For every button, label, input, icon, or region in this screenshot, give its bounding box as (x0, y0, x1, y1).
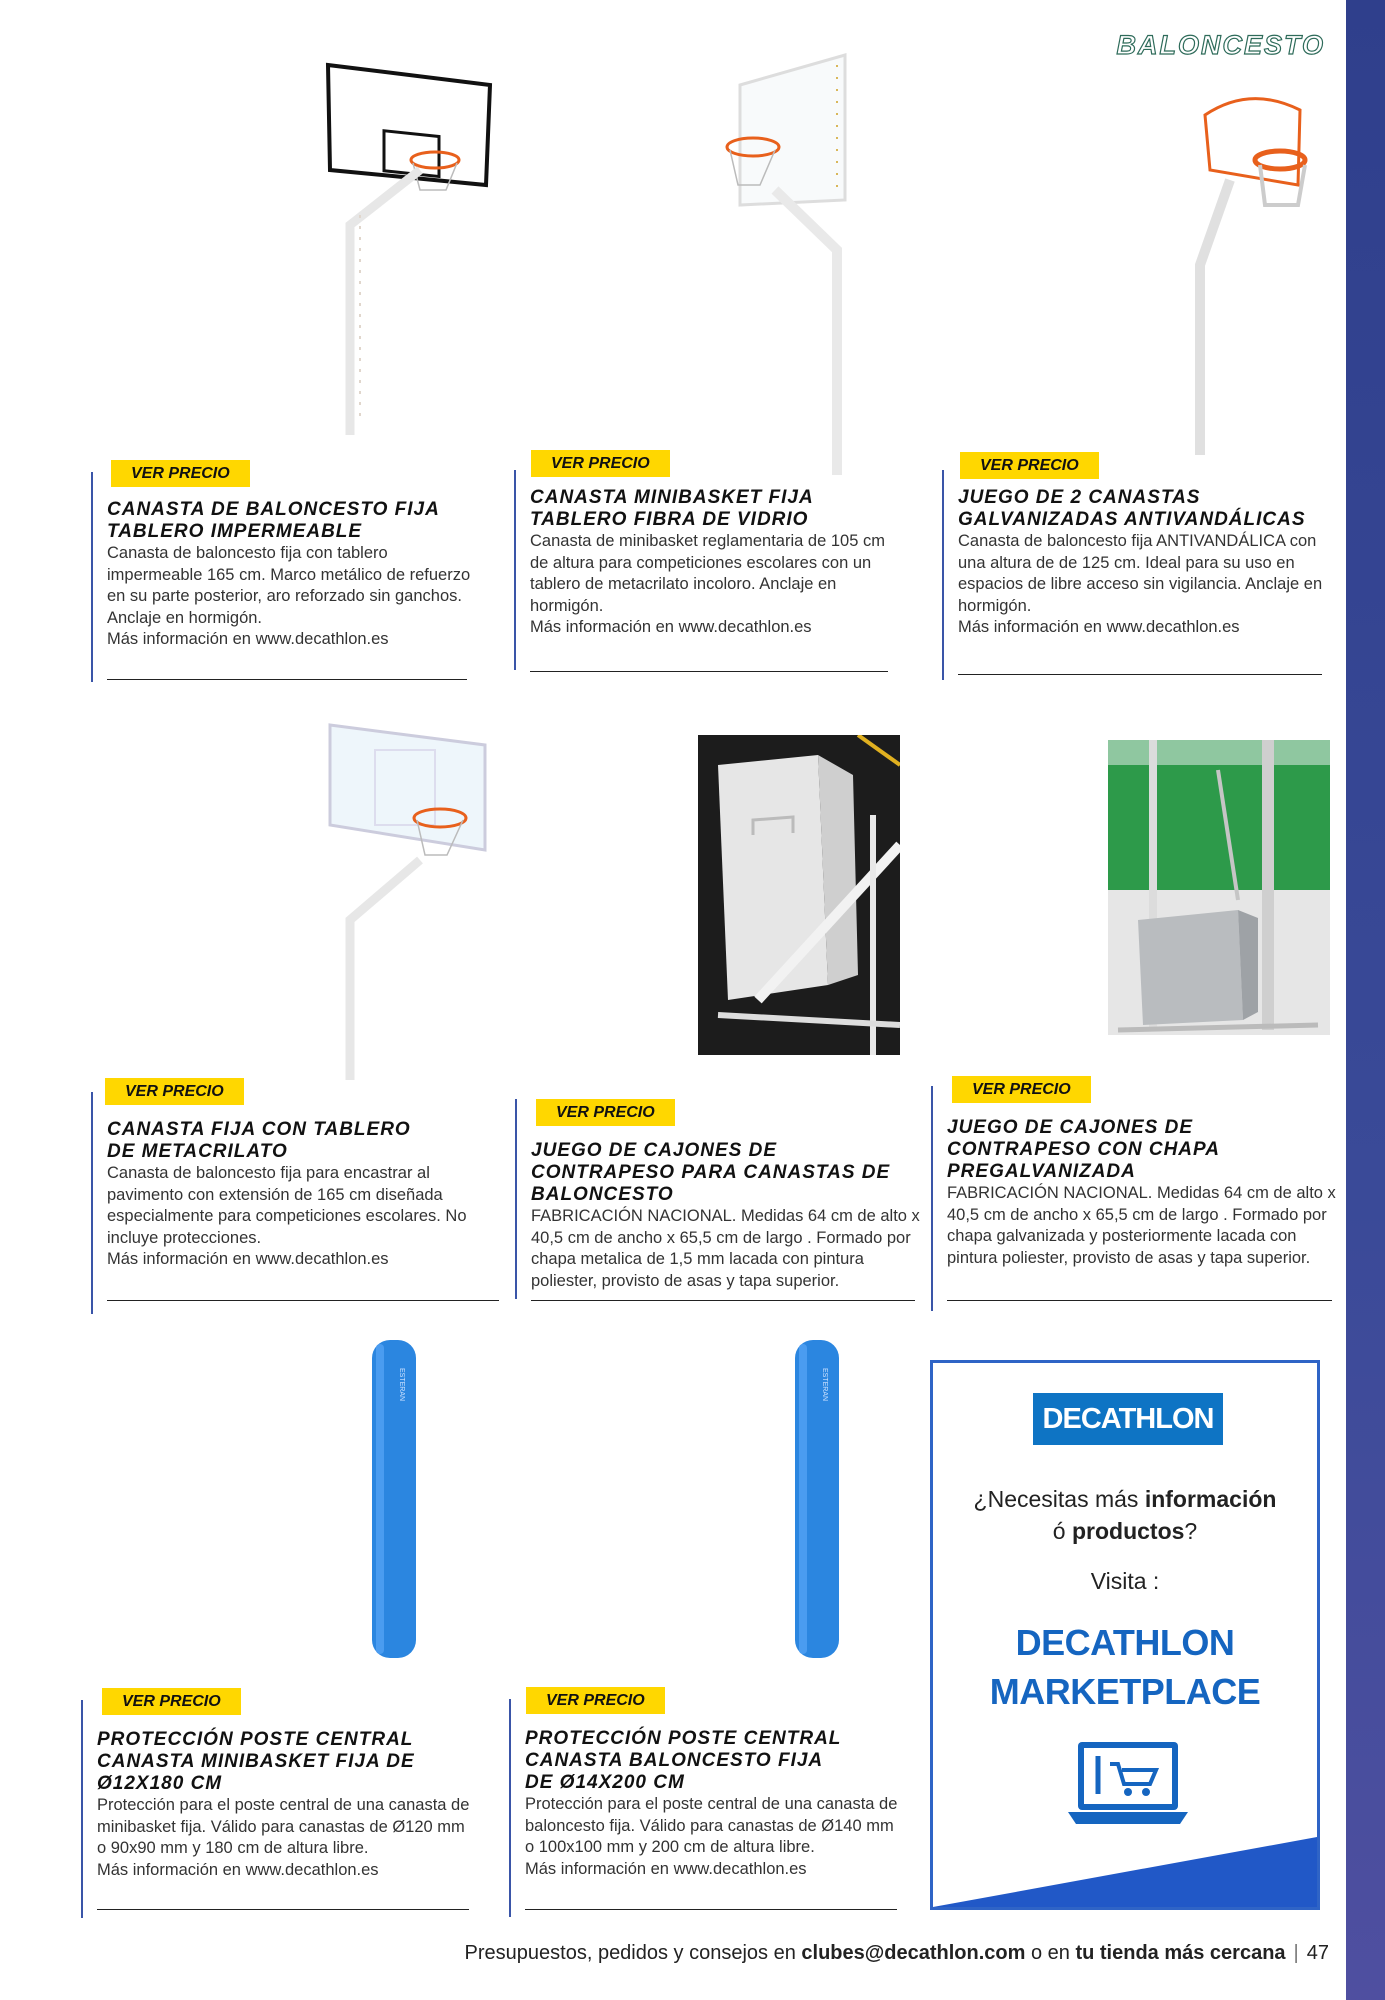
product-description: FABRICACIÓN NACIONAL. Medidas 64 cm de alto x 40,5 cm de ancho x 65,5 cm de largo . Formado por chapa galvanizada y posteriormente lacada con pintura poliester, provisto de asas y tapa superior. (947, 1184, 1336, 1267)
section-title: BALONCESTO (1116, 30, 1325, 60)
ver-precio-button[interactable]: VER PRECIO (102, 1688, 241, 1715)
product-image-3 (1180, 90, 1330, 455)
ver-precio-button[interactable]: VER PRECIO (111, 460, 250, 487)
product-image-4 (325, 720, 495, 1080)
card-accent-bar (81, 1700, 83, 1918)
card-divider (107, 679, 467, 680)
product-card-2 (530, 450, 900, 639)
product-image-2 (705, 50, 865, 475)
marketplace-brand: DECATHLON MARKETPLACE (989, 1622, 1261, 1712)
product-image-8 (793, 1338, 841, 1660)
card-accent-bar (509, 1699, 511, 1917)
marketplace-corner-accent (933, 1837, 1317, 1907)
ver-precio-button[interactable]: VER PRECIO (531, 450, 670, 477)
product-image-6 (1108, 740, 1330, 1035)
product-card-3 (958, 452, 1328, 639)
product-card-1 (107, 460, 477, 651)
product-title: JUEGO DE CAJONES DE CONTRAPESO CON CHAPA PREGALVANIZADA (947, 1117, 1220, 1182)
card-divider (531, 1300, 915, 1301)
card-accent-bar (515, 1099, 517, 1299)
product-card-8 (525, 1687, 900, 1880)
product-title: PROTECCIÓN POSTE CENTRAL CANASTA MINIBASKET FIJA DE Ø12X180 CM (97, 1729, 415, 1794)
product-image-5 (698, 735, 900, 1055)
product-description: Canasta de baloncesto fija con tablero impermeable 165 cm. Marco metálico de refuerzo en su parte posterior, aro reforzado sin ganchos. Anclaje en hormigón. (107, 544, 471, 627)
product-description: Protección para el poste central de una canasta de minibasket fija. Válido para canastas de Ø120 mm o 90x90 mm y 180 cm de altura libre. (97, 1796, 470, 1857)
more-info-link[interactable]: Más información en www.decathlon.es (530, 618, 812, 636)
card-divider (107, 1300, 499, 1301)
product-description: Canasta de baloncesto fija para encastrar al pavimento con extensión de 165 cm diseñada especialmente para competiciones escolares. No incluye protecciones. (107, 1164, 467, 1247)
card-divider (958, 674, 1322, 675)
product-description: Canasta de minibasket reglamentaria de 105 cm de altura para competiciones escolares con un tablero de metacrilato incoloro. Anclaje en hormigón. (530, 532, 885, 615)
card-accent-bar (942, 470, 944, 680)
svg-text:ESTERAN: ESTERAN (821, 1368, 828, 1402)
product-title: CANASTA MINIBASKET FIJA TABLERO FIBRA DE VIDRIO (530, 487, 814, 530)
card-divider (525, 1909, 897, 1910)
card-accent-bar (91, 1092, 93, 1314)
product-card-4 (107, 1078, 502, 1271)
decathlon-logo: DECATHLON (1033, 1393, 1223, 1445)
marketplace-promo[interactable] (930, 1360, 1320, 1910)
page-number: 47 (1306, 1942, 1329, 1964)
product-title: JUEGO DE CAJONES DE CONTRAPESO PARA CANASTAS DE BALONCESTO (531, 1140, 891, 1205)
product-card-7 (97, 1688, 472, 1881)
ver-precio-button[interactable]: VER PRECIO (960, 452, 1099, 479)
more-info-link[interactable]: Más información en www.decathlon.es (525, 1859, 807, 1878)
product-image-7 (370, 1338, 418, 1660)
laptop-cart-icon (1068, 1738, 1188, 1828)
card-accent-bar (514, 470, 516, 670)
ver-precio-button[interactable]: VER PRECIO (952, 1076, 1091, 1103)
marketplace-question: ¿Necesitas más información ó productos? (973, 1486, 1277, 1544)
product-title: CANASTA FIJA CON TABLERO DE METACRILATO (107, 1119, 411, 1162)
contact-email[interactable]: clubes@decathlon.com (801, 1942, 1026, 1964)
product-description: Canasta de baloncesto fija ANTIVANDÁLICA con una altura de de 125 cm. Ideal para su uso en espacios de libre acceso sin vigilancia. Anclaje en hormigón. (958, 532, 1323, 615)
product-image-1 (320, 60, 495, 435)
product-title: JUEGO DE 2 CANASTAS GALVANIZADAS ANTIVANDÁLICAS (958, 487, 1306, 530)
product-card-5 (531, 1099, 921, 1292)
ver-precio-button[interactable]: VER PRECIO (536, 1099, 675, 1126)
card-divider (530, 671, 888, 672)
side-stripe (1346, 0, 1385, 2000)
product-description: Protección para el poste central de una canasta de baloncesto fija. Válido para canastas de Ø140 mm o 100x100 mm y 200 cm de altura libre. (525, 1795, 898, 1856)
product-title: PROTECCIÓN POSTE CENTRAL CANASTA BALONCESTO FIJA DE Ø14X200 CM (525, 1728, 842, 1793)
svg-text:ESTERAN: ESTERAN (398, 1368, 405, 1402)
ver-precio-button[interactable]: VER PRECIO (526, 1687, 665, 1714)
product-description: FABRICACIÓN NACIONAL. Medidas 64 cm de alto x 40,5 cm de ancho x 65,5 cm de largo . Formado por chapa metalica de 1,5 mm lacada con pintura poliester, provisto de asas y tapa superior. (531, 1207, 920, 1290)
ver-precio-button[interactable]: VER PRECIO (105, 1078, 244, 1105)
card-accent-bar (91, 472, 93, 682)
product-card-6 (947, 1076, 1337, 1269)
more-info-link[interactable]: Más información en www.decathlon.es (107, 630, 389, 648)
more-info-link[interactable]: Más información en www.decathlon.es (107, 1250, 389, 1268)
page-footer: Presupuestos, pedidos y consejos en clubes@decathlon.com o en tu tienda más cercana | 47 (464, 1942, 1329, 1964)
marketplace-visit: Visita : (1090, 1568, 1160, 1594)
card-divider (947, 1300, 1332, 1301)
more-info-link[interactable]: Más información en www.decathlon.es (958, 618, 1240, 636)
card-accent-bar (931, 1086, 933, 1311)
more-info-link[interactable]: Más información en www.decathlon.es (97, 1860, 379, 1879)
card-divider (97, 1909, 469, 1910)
product-title: CANASTA DE BALONCESTO FIJA TABLERO IMPERMEABLE (107, 499, 440, 542)
